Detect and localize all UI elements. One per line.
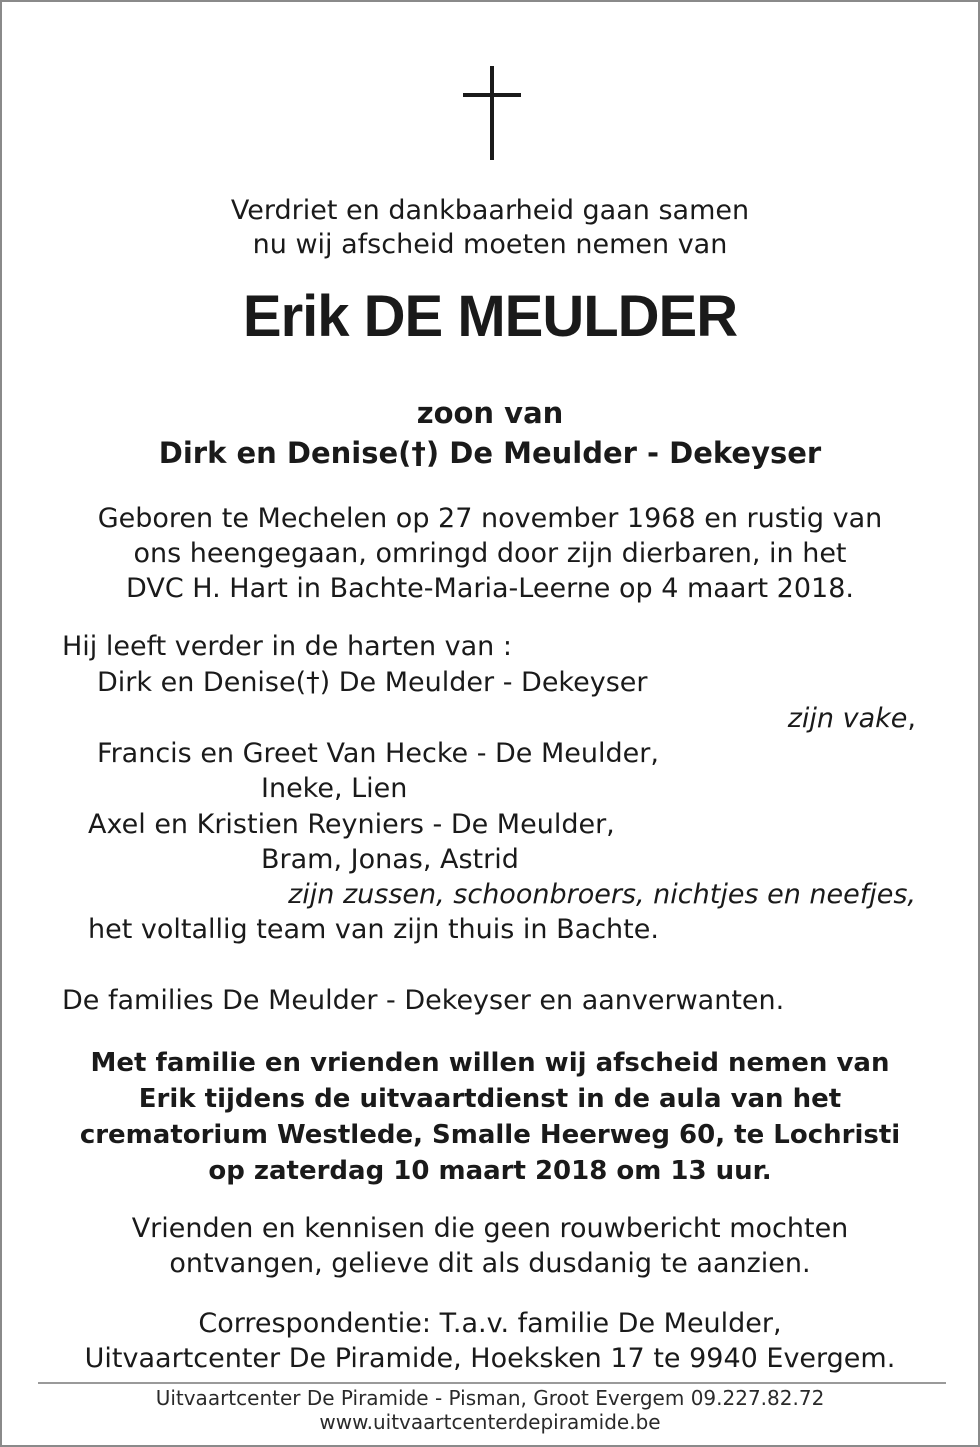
correspondence-line-2: Uitvaartcenter De Piramide, Hoeksken 17 te 9940 Evergem. — [84, 1343, 896, 1374]
deceased-name: Erik DE MEULDER — [242, 284, 738, 349]
footer-website-link[interactable]: www.uitvaartcenterdepiramide.be — [319, 1410, 661, 1434]
service-line-2: Erik tijdens de uitvaartdienst in de aula van het — [138, 1084, 842, 1114]
intro-line-1: Verdriet en dankbaarheid gaan samen — [230, 195, 750, 226]
parents-role — [788, 702, 916, 736]
son-of-label: zoon van — [416, 396, 564, 430]
cross-icon — [463, 66, 521, 160]
service-line-4: op zaterdag 10 maart 2018 om 13 uur. — [208, 1156, 772, 1186]
family-parents: Dirk en Denise(†) De Meulder - Dekeyser — [97, 667, 648, 698]
service-line-1: Met familie en vrienden willen wij afscheid nemen van — [90, 1048, 890, 1078]
parents-heading: Dirk en Denise(†) De Meulder - Dekeyser — [158, 436, 822, 470]
families-line: De families De Meulder - Dekeyser en aanverwanten. — [62, 985, 785, 1016]
parents-role-text: zijn vake — [787, 703, 908, 734]
footer-line-1: Uitvaartcenter De Piramide - Pisman, Groot Evergem 09.227.82.72 — [155, 1386, 825, 1410]
birth-line-3: DVC H. Hart in Bachte-Maria-Leerne op 4 maart 2018. — [126, 573, 854, 604]
family-team: het voltallig team van zijn thuis in Bachte. — [88, 914, 659, 945]
family-sister-1-children: Ineke, Lien — [261, 773, 408, 804]
family-sister-2: Axel en Kristien Reyniers - De Meulder, — [88, 809, 615, 840]
birth-line-1: Geboren te Mechelen op 27 november 1968 en rustig van — [97, 503, 883, 534]
family-sister-1: Francis en Greet Van Hecke - De Meulder, — [97, 738, 659, 769]
footer-divider — [38, 1382, 946, 1384]
notice-line-1: Vrienden en kennisen die geen rouwbericht mochten — [131, 1213, 849, 1244]
siblings-role: zijn zussen, schoonbroers, nichtjes en neefjes, — [288, 879, 916, 910]
family-sister-2-children: Bram, Jonas, Astrid — [261, 844, 519, 875]
intro-line-2: nu wij afscheid moeten nemen van — [252, 229, 728, 260]
notice-line-2: ontvangen, gelieve dit als dusdanig te aanzien. — [169, 1248, 811, 1279]
parents-role-comma: , — [907, 703, 916, 734]
birth-line-2: ons heengegaan, omringd door zijn dierbaren, in het — [133, 538, 847, 569]
correspondence-line-1: Correspondentie: T.a.v. familie De Meulder, — [198, 1308, 782, 1339]
service-line-3: crematorium Westlede, Smalle Heerweg 60, te Lochristi — [79, 1120, 901, 1150]
family-lead: Hij leeft verder in de harten van : — [62, 631, 512, 662]
